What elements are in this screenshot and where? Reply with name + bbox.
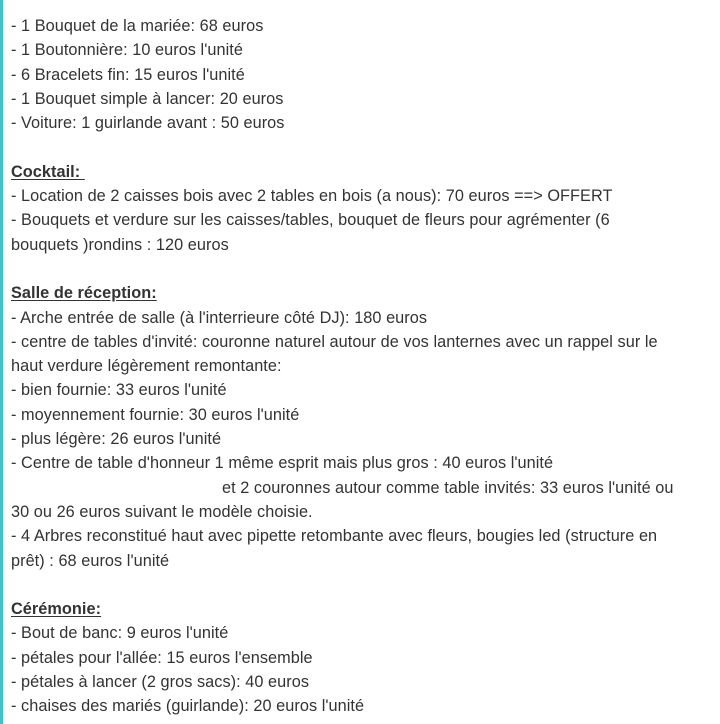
list-item: - Arche entrée de salle (à l'interrieure côté DJ): 180 euros	[11, 308, 428, 327]
list-item: - centre de tables d'invité: couronne naturel autour de vos lanternes avec un rappel sur le	[11, 332, 658, 351]
section-heading-ceremonie: Cérémonie:	[11, 600, 102, 619]
list-item: haut verdure légèrement remontante:	[11, 357, 282, 376]
list-item: - 1 Bouquet simple à lancer: 20 euros	[11, 89, 284, 108]
section-heading-salle: Salle de réception:	[11, 284, 157, 303]
list-item-continuation: et 2 couronnes autour comme table invités: 33 euros l'unité ou	[222, 478, 674, 497]
list-item: - bien fournie: 33 euros l'unité	[11, 381, 227, 400]
list-item: - moyennement fournie: 30 euros l'unité	[11, 405, 300, 424]
quote-accent-bar	[0, 0, 3, 724]
list-item: - chaises des mariés (guirlande): 20 euros l'unité	[11, 697, 365, 716]
list-item: - 1 Bouquet de la mariée: 68 euros	[11, 17, 264, 35]
list-item: bouquets )rondins : 120 euros	[11, 235, 229, 254]
list-item: - pétales à lancer (2 gros sacs): 40 euros	[11, 673, 310, 692]
spacer	[11, 573, 711, 597]
list-item: - 6 Bracelets fin: 15 euros l'unité	[11, 65, 245, 84]
list-item: prêt) : 68 euros l'unité	[11, 551, 170, 570]
list-item: - Bout de banc: 9 euros l'unité	[11, 624, 229, 643]
list-item-continuation: 30 ou 26 euros suivant le modèle choisie.	[11, 502, 313, 521]
section-heading-cocktail: Cocktail:	[11, 162, 85, 181]
list-item: - Voiture: 1 guirlande avant : 50 euros	[11, 114, 285, 133]
list-item: - pétales pour l'allée: 15 euros l'ensemble	[11, 648, 313, 667]
spacer	[11, 257, 711, 281]
list-item: - plus légère: 26 euros l'unité	[11, 430, 222, 449]
list-item: - Location de 2 caisses bois avec 2 tables en bois (a nous): 70 euros ==> OFFERT	[11, 187, 613, 206]
list-item: - 1 Boutonnière: 10 euros l'unité	[11, 41, 243, 60]
list-item: - 4 Arbres reconstitué haut avec pipette retombante avec fleurs, bougies led (structure en	[11, 527, 658, 546]
list-item: - Centre de table d'honneur 1 même esprit mais plus gros : 40 euros l'unité	[11, 454, 554, 473]
price-list-document	[11, 14, 711, 719]
spacer	[11, 135, 711, 159]
list-item: - Bouquets et verdure sur les caisses/tables, bouquet de fleurs pour agrémenter (6	[11, 211, 610, 230]
